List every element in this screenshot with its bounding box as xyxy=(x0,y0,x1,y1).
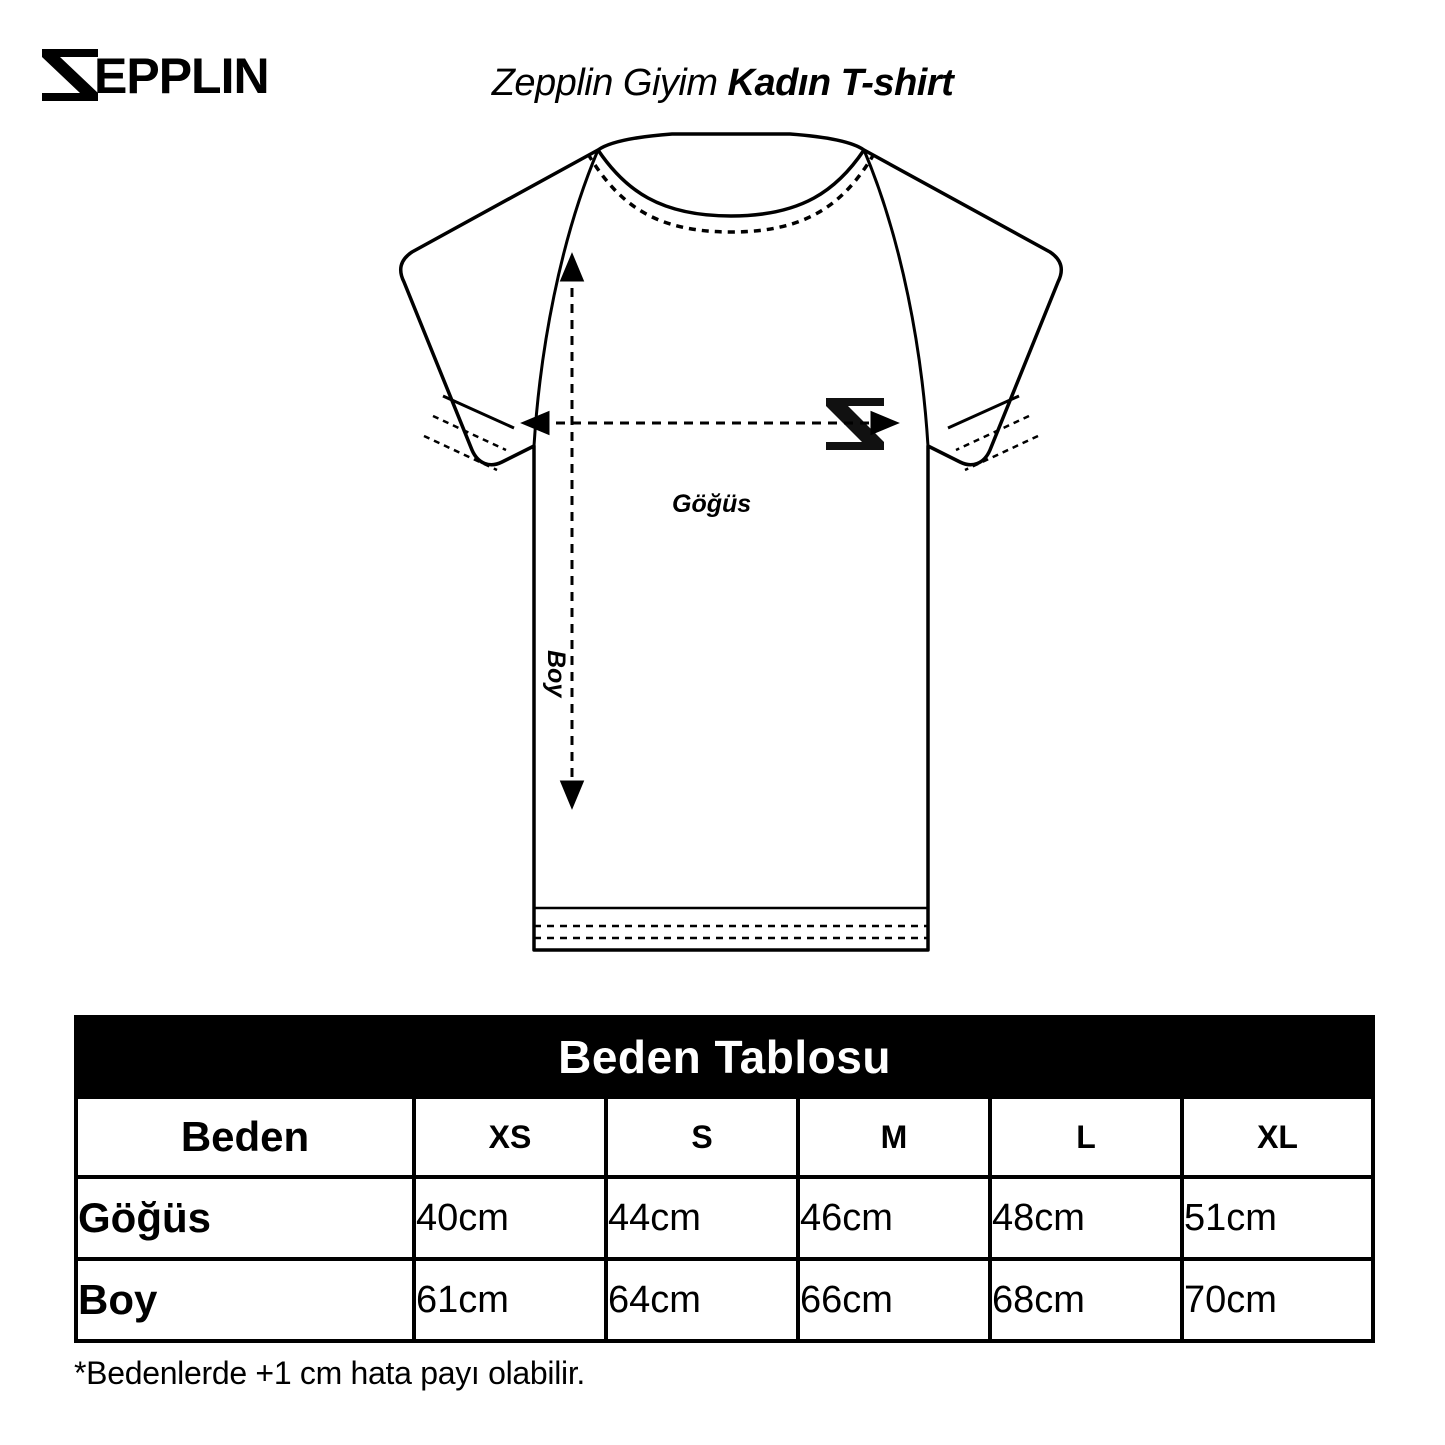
table-header-row xyxy=(76,1097,1373,1177)
size-table-wrap xyxy=(74,1015,1371,1343)
brand-logo-text: EPPLIN xyxy=(94,48,269,104)
gogus-xs: 40cm xyxy=(414,1177,606,1259)
gogus-s: 44cm xyxy=(606,1177,798,1259)
length-measure-label: Boy xyxy=(542,650,570,698)
page-title-bold: Kadın T-shirt xyxy=(727,62,954,104)
page-title xyxy=(0,62,1445,105)
boy-xl: 70cm xyxy=(1182,1259,1373,1341)
table-row xyxy=(76,1177,1373,1259)
boy-xs: 61cm xyxy=(414,1259,606,1341)
header-size-s: S xyxy=(606,1097,798,1177)
table-title: Beden Tablosu xyxy=(76,1017,1373,1097)
boy-m: 66cm xyxy=(798,1259,990,1341)
page-title-light: Zepplin Giyim xyxy=(491,62,728,104)
table-row xyxy=(76,1259,1373,1341)
boy-l: 68cm xyxy=(990,1259,1182,1341)
header-size-l: L xyxy=(990,1097,1182,1177)
tshirt-outline-icon xyxy=(0,120,1445,1010)
tshirt-illustration xyxy=(0,120,1445,1010)
row-label-gogus: Göğüs xyxy=(76,1177,414,1259)
size-table xyxy=(74,1015,1375,1343)
chest-measure-label: Göğüs xyxy=(672,490,752,518)
boy-s: 64cm xyxy=(606,1259,798,1341)
header xyxy=(0,0,1445,140)
header-size-xl: XL xyxy=(1182,1097,1373,1177)
header-size-m: M xyxy=(798,1097,990,1177)
header-size-xs: XS xyxy=(414,1097,606,1177)
row-label-boy: Boy xyxy=(76,1259,414,1341)
gogus-xl: 51cm xyxy=(1182,1177,1373,1259)
footnote: *Bedenlerde +1 cm hata payı olabilir. xyxy=(74,1355,586,1391)
gogus-m: 46cm xyxy=(798,1177,990,1259)
table-title-row xyxy=(76,1017,1373,1097)
header-beden: Beden xyxy=(76,1097,414,1177)
gogus-l: 48cm xyxy=(990,1177,1182,1259)
